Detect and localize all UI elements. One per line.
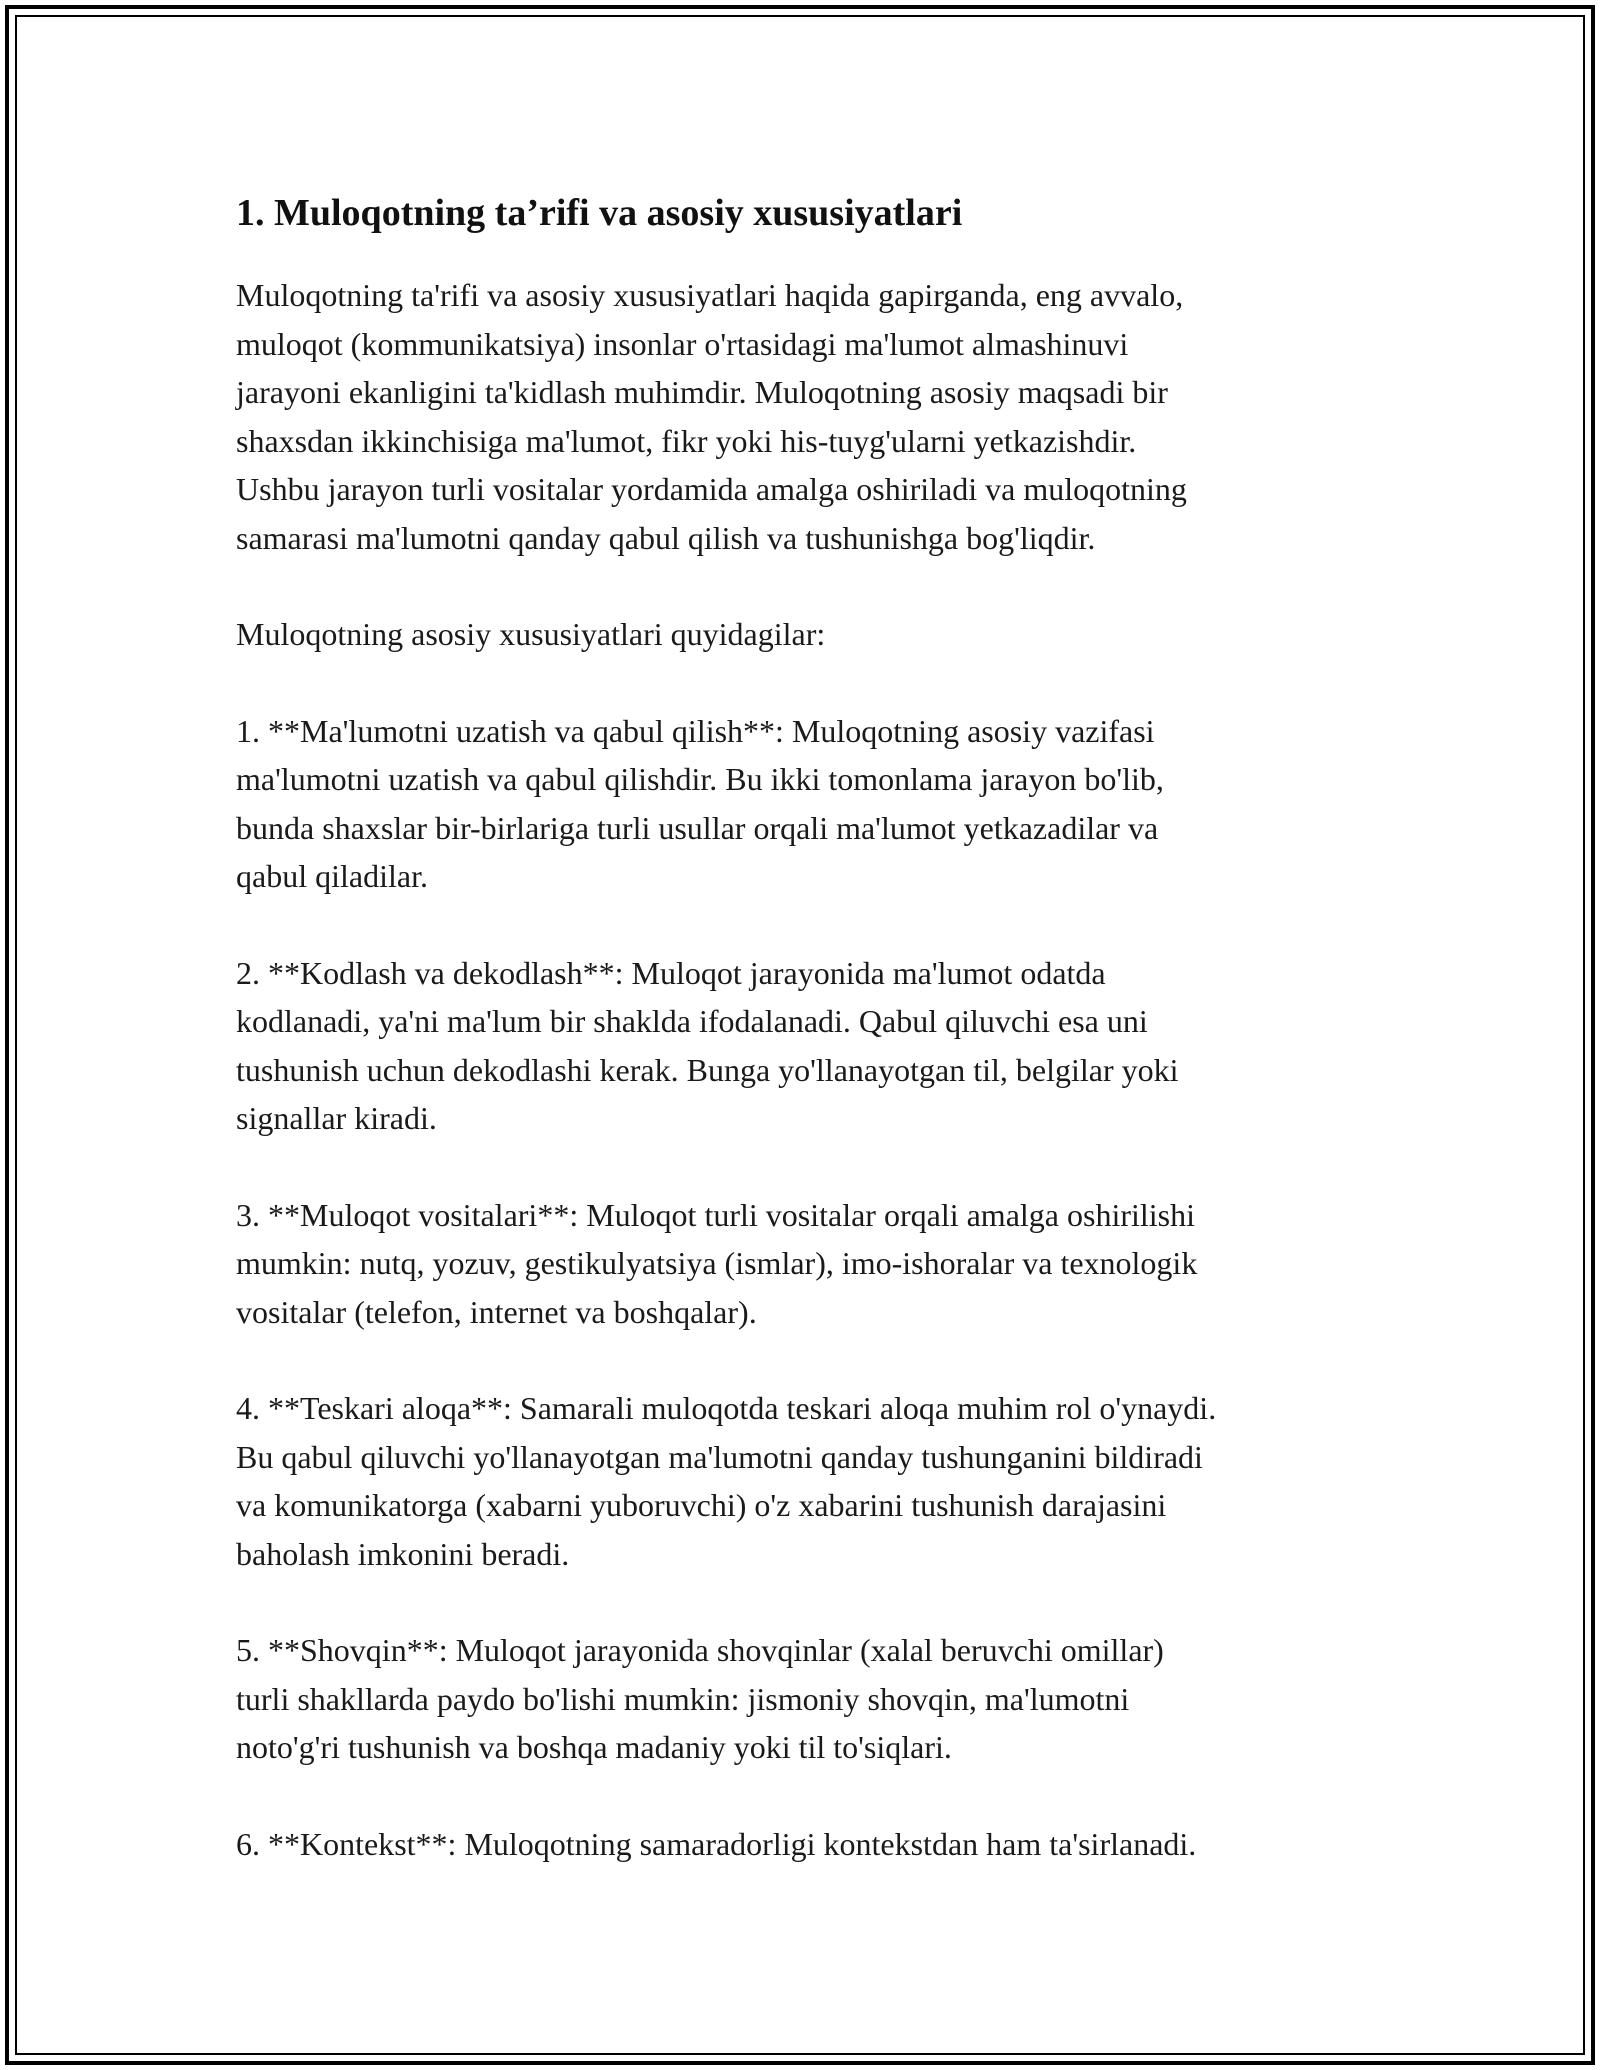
list-intro-paragraph: Muloqotning asosiy xususiyatlari quyidagilar: [236, 616, 826, 652]
list-item-6: 6. **Kontekst**: Muloqotning samaradorligi kontekstdan ham ta'sirlanadi. [236, 1825, 1197, 1862]
list-item-3: 3. **Muloqot vositalari**: Muloqot turli vositalar orqali amalga oshirilishi mumkin: nutq, yozuv, gestikulyatsiya (ismlar), imo-ishoralar va texnologik vositalar (telefon, internet va boshqalar). [236, 1196, 1198, 1330]
section-heading: 1. Muloqotning ta’rifi va asosiy xususiyatlari [236, 192, 963, 234]
list-item-1: 1. **Ma'lumotni uzatish va qabul qilish**: Muloqotning asosiy vazifasi ma'lumotni uzatish va qabul qilishdir. Bu ikki tomonlama jarayon bo'lib, bunda shaxslar bir-birlariga turli usullar orqali ma'lumot yetkazadilar va qabul qiladilar. [236, 712, 1164, 894]
list-item-2: 2. **Kodlash va dekodlash**: Muloqot jarayonida ma'lumot odatda kodlanadi, ya'ni ma'lum bir shaklda ifodalanadi. Qabul qiluvchi esa uni tushunish uchun dekodlashi kerak. Bunga yo'llanayotgan til, belgilar yoki signallar kiradi. [236, 954, 1179, 1136]
intro-paragraph: Muloqotning ta'rifi va asosiy xususiyatlari haqida gapirganda, eng avvalo, muloqot (kommunikatsiya) insonlar o'rtasidagi ma'lumot almashinuvi jarayoni ekanligini ta'kidlash muhimdir. Muloqotning asosiy maqsadi bir shaxsdan ikkinchisiga ma'lumot, fikr yoki his-tuyg'ularni yetkazishdir. Ushbu jarayon turli vositalar yordamida amalga oshiriladi va muloqotning samarasi ma'lumotni qanday qabul qilish va tushunishga bog'liqdir. [236, 277, 1187, 556]
document-body [236, 185, 1386, 1916]
list-item-4: 4. **Teskari aloqa**: Samarali muloqotda teskari aloqa muhim rol o'ynaydi. Bu qabul qiluvchi yo'llanayotgan ma'lumotni qanday tushunganini bildiradi va komunikatorga (xabarni yuboruvchi) o'z xabarini tushunish darajasini baholash imkonini beradi. [236, 1390, 1217, 1572]
list-item-5: 5. **Shovqin**: Muloqot jarayonida shovqinlar (xalal beruvchi omillar) turli shakllarda paydo bo'lishi mumkin: jismoniy shovqin, ma'lumotni noto'g'ri tushunish va boshqa madaniy yoki til to'siqlari. [236, 1632, 1164, 1765]
